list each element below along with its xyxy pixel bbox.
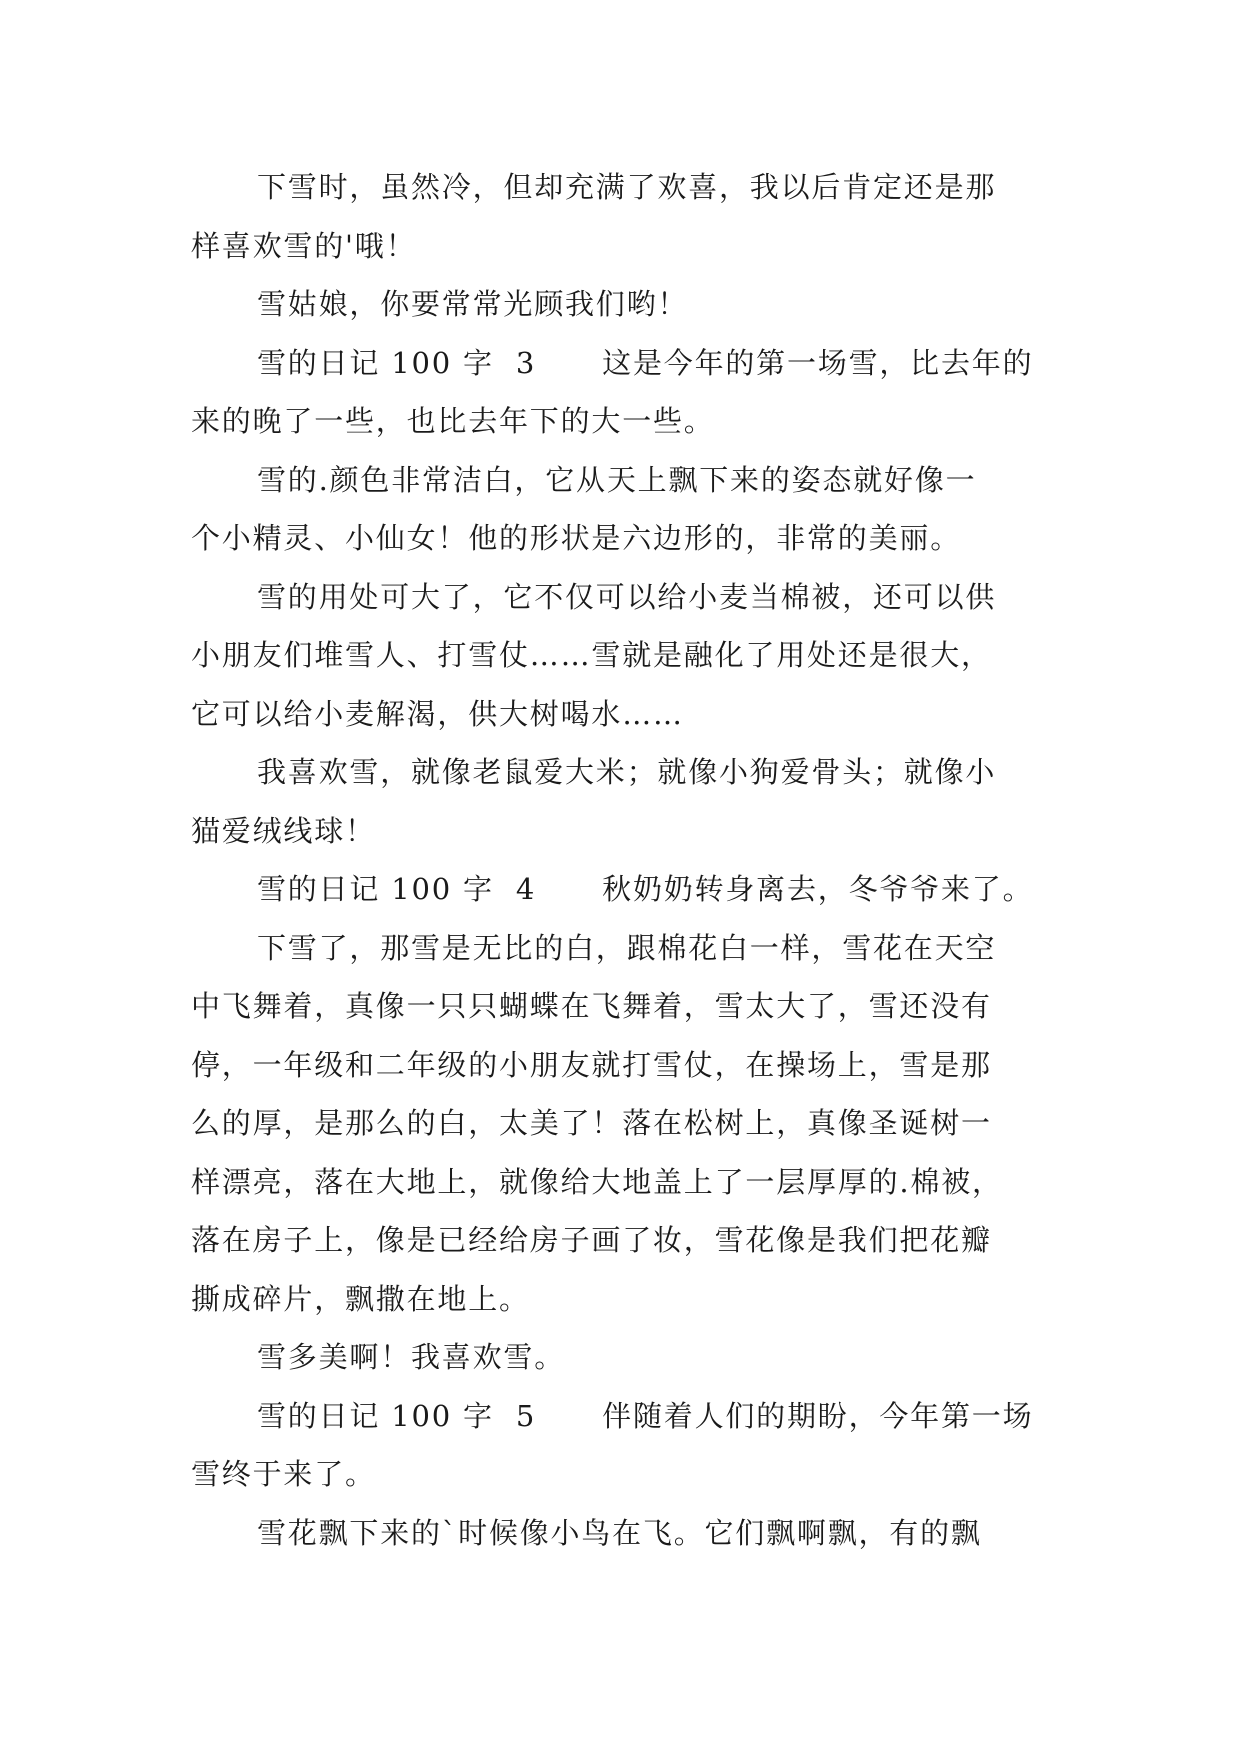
paragraph [191,1387,1061,1504]
paragraph [191,334,1061,451]
text-line: 雪多美啊！我喜欢雪。 [257,1340,566,1374]
text-line: 雪的.颜色非常洁白，它从天上飘下来的姿态就好像一 [257,462,977,497]
document-body [191,158,1061,1562]
text-line: 下雪时，虽然冷，但却充满了欢喜，我以后肯定还是那 [257,170,997,204]
paragraph [191,568,1061,744]
text-line: 撕成碎片，飘撒在地上。 [191,1281,530,1316]
paragraph [191,275,1061,334]
text-line: 雪的用处可大了，它不仅可以给小麦当棉被，还可以供 [257,579,997,614]
text-line: 雪姑娘，你要常常光顾我们哟！ [257,287,689,321]
text-line: 样漂亮，落在大地上，就像给大地盖上了一层厚厚的.棉被， [191,1164,1003,1199]
text-line: 它可以给小麦解渴，供大树喝水…… [191,696,684,731]
text-line: 停，一年级和二年级的小朋友就打雪仗，在操场上，雪是那 [191,1047,992,1082]
paragraph [191,743,1061,860]
text-line: 雪的日记 100 字 5 伴随着人们的期盼，今年第一场 [257,1398,1034,1433]
text-line: 我喜欢雪，就像老鼠爱大米；就像小狗爱骨头；就像小 [257,755,997,789]
text-line: 雪花飘下来的`时候像小鸟在飞。它们飘啊飘，有的飘 [257,1515,982,1550]
paragraph [191,860,1061,919]
paragraph [191,158,1061,275]
text-line: 个小精灵、小仙女！他的形状是六边形的，非常的美丽。 [191,521,962,555]
paragraph [191,451,1061,568]
text-line: 中飞舞着，真像一只只蝴蝶在飞舞着，雪太大了，雪还没有 [191,989,992,1023]
text-line: 小朋友们堆雪人、打雪仗……雪就是融化了用处还是很大， [191,638,992,672]
text-line: 雪的日记 100 字 4 秋奶奶转身离去，冬爷爷来了。 [257,872,1034,906]
text-line: 么的厚，是那么的白，太美了！落在松树上，真像圣诞树一 [191,1106,992,1140]
text-line: 雪的日记 100 字 3 这是今年的第一场雪，比去年的 [257,345,1034,380]
text-line: 猫爱绒线球！ [191,813,376,848]
text-line: 雪终于来了。 [191,1457,376,1491]
paragraph [191,919,1061,1329]
paragraph [191,1328,1061,1387]
text-line: 落在房子上，像是已经给房子画了妆，雪花像是我们把花瓣 [191,1223,992,1257]
text-line: 下雪了，那雪是无比的白，跟棉花白一样，雪花在天空 [257,930,997,965]
text-line: 样喜欢雪的'哦！ [191,228,417,263]
text-line: 来的晚了一些，也比去年下的大一些。 [191,404,715,438]
paragraph [191,1504,1061,1563]
